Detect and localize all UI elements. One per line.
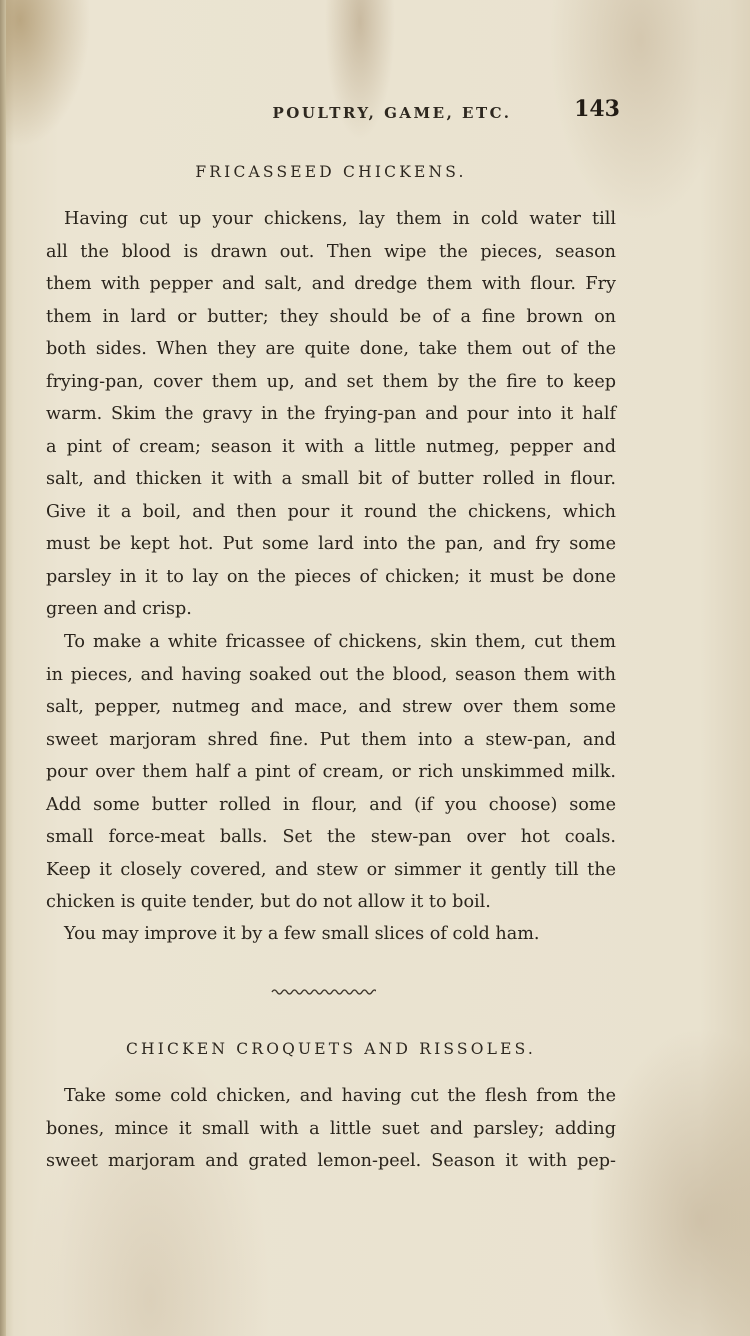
section-heading-fricasseed-chickens: FRICASSEED CHICKENS. xyxy=(195,163,467,181)
text-line: salt, and thicken it with a small bit of butter rolled in flour. xyxy=(46,469,616,489)
ornamental-divider xyxy=(270,987,376,997)
text-line: salt, pepper, nutmeg and mace, and strew over them some xyxy=(46,697,616,717)
text-line: in pieces, and having soaked out the blood, season them with xyxy=(46,664,616,685)
text-line: bones, mince it small with a little suet and parsley; adding xyxy=(46,1118,616,1139)
section-heading-chicken-croquets: CHICKEN CROQUETS AND RISSOLES. xyxy=(125,1040,537,1058)
text-line: Add some butter rolled in flour, and (if you choose) some xyxy=(46,794,616,815)
paragraph-3 xyxy=(46,918,616,951)
text-line: a pint of cream; season it with a little nutmeg, pepper and xyxy=(46,436,616,457)
text-line: To make a white fricassee of chickens, skin them, cut them xyxy=(64,632,616,652)
text-line: Keep it closely covered, and stew or simmer it gently till the xyxy=(46,859,616,880)
text-line: must be kept hot. Put some lard into the pan, and fry some xyxy=(46,534,616,554)
paragraph-1 xyxy=(46,203,616,626)
text-line: parsley in it to lay on the pieces of chicken; it must be done xyxy=(46,566,616,587)
text-line: them with pepper and salt, and dredge them with flour. Fry xyxy=(46,274,616,294)
text-line: them in lard or butter; they should be of a fine brown on xyxy=(46,306,616,327)
text-line: green and crisp. xyxy=(46,599,192,619)
text-line: both sides. When they are quite done, take them out of the xyxy=(46,339,616,359)
text-line: You may improve it by a few small slices of cold ham. xyxy=(64,924,540,944)
text-line: frying-pan, cover them up, and set them by the fire to keep xyxy=(46,371,616,392)
text-line: pour over them half a pint of cream, or rich unskimmed milk. xyxy=(46,762,616,782)
text-line: sweet marjoram and grated lemon-peel. Season it with pep- xyxy=(46,1151,616,1171)
running-head: POULTRY, GAME, ETC. xyxy=(272,104,512,122)
text-line: warm. Skim the gravy in the frying-pan and pour into it half xyxy=(46,404,616,424)
page-number: 143 xyxy=(574,96,620,122)
text-line: Give it a boil, and then pour it round the chickens, which xyxy=(46,501,616,522)
paragraph-4 xyxy=(46,1080,616,1178)
text-line: chicken is quite tender, but do not allow it to boil. xyxy=(46,892,491,912)
text-line: Take some cold chicken, and having cut the flesh from the xyxy=(64,1086,616,1106)
text-line: all the blood is drawn out. Then wipe the pieces, season xyxy=(46,241,616,262)
page-spine-edge xyxy=(0,0,6,1336)
text-line: sweet marjoram shred fine. Put them into a stew-pan, and xyxy=(46,729,616,750)
text-line: small force-meat balls. Set the stew-pan over hot coals. xyxy=(46,827,616,847)
paragraph-2 xyxy=(46,626,616,919)
text-line: Having cut up your chickens, lay them in cold water till xyxy=(64,209,616,229)
